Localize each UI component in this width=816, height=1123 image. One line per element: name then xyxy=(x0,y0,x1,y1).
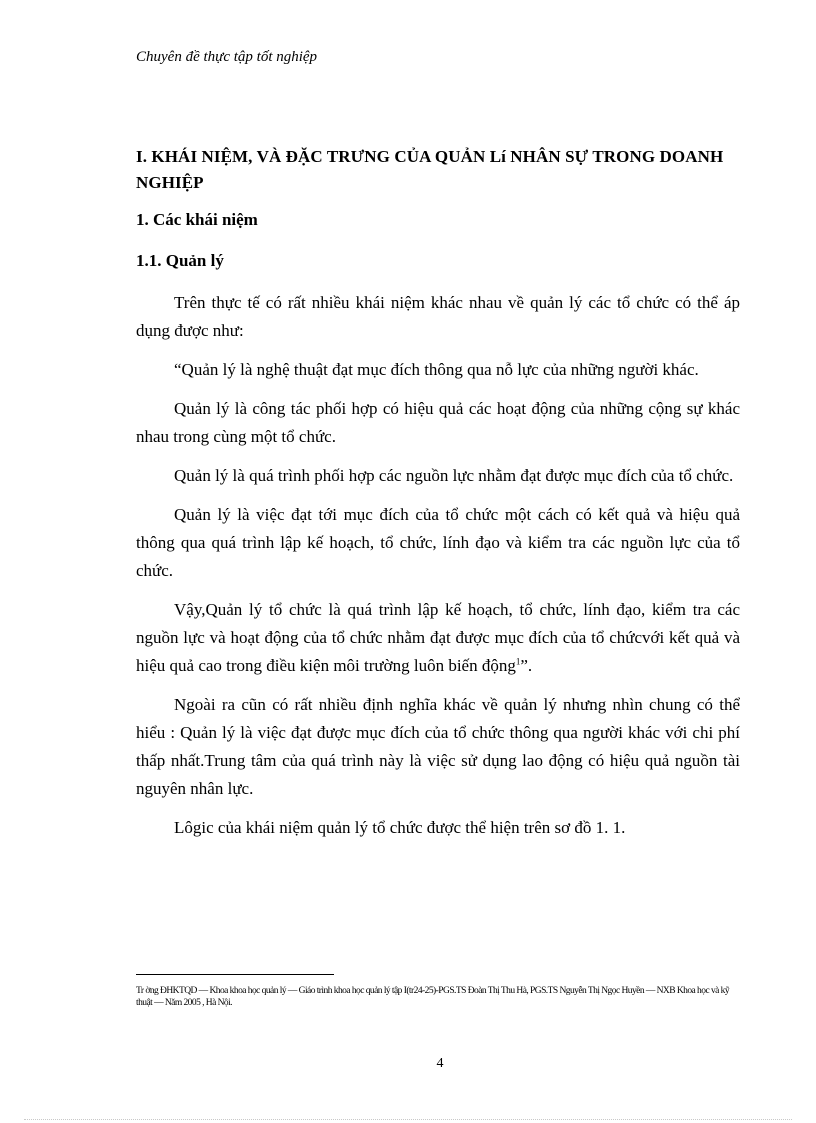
paragraph-6-tail: ”. xyxy=(520,656,533,675)
paragraph-7: Ngoài ra cũn có rất nhiều định nghĩa khác về quản lý nhưng nhìn chung có thể hiểu : Quản lý là việc đạt được mục đích của tổ chức thông qua người khác với chi phí thấp nhất.Trung tâm của quá trình này là việc sử dụng lao động có hiệu quả nguồn tài nguyên nhân lực. xyxy=(136,695,740,798)
paragraph-3: Quản lý là công tác phối hợp có hiệu quả các hoạt động của những cộng sự khác nhau trong cùng một tổ chức. xyxy=(136,399,740,446)
page-content xyxy=(136,144,740,853)
paragraph-6 xyxy=(136,596,740,680)
page-number: 4 xyxy=(436,1056,444,1071)
section-heading: I. KHÁI NIỆM, VÀ ĐẶC TRƯNG CỦA QUẢN Lí NHÂN SỰ TRONG DOANH NGHIỆP xyxy=(136,147,724,192)
paragraph-8: Lôgic của khái niệm quản lý tổ chức được thể hiện trên sơ đồ 1. 1. xyxy=(174,818,626,837)
paragraph-6-text: Vậy,Quản lý tổ chức là quá trình lập kế hoạch, tổ chức, lính đạo, kiểm tra các nguồn lực và hoạt động của tổ chức nhằm đạt được mục đích của tổ chứcvới kết quả và hiệu quả cao trong điều kiện môi trường luôn biến động xyxy=(136,600,740,675)
footnote-separator xyxy=(136,974,334,975)
footnote-text: Tr ờng ĐHKTQD — Khoa khoa học quản lý — Giáo trình khoa học quản lý tập I(tr24-25)-PGS.TS Đoàn Thị Thu Hà, PGS.TS Nguyễn Thị Ngọc Huyền — NXB Khoa học và kỹ thuật — Năm 2005 , Hà Nội. xyxy=(136,986,730,1008)
paragraph-1: Trên thực tế có rất nhiều khái niệm khác nhau về quản lý các tổ chức có thể áp dụng được như: xyxy=(136,293,740,340)
running-header: Chuyên đề thực tập tốt nghiệp xyxy=(136,49,318,65)
subheading-concepts: 1. Các khái niệm xyxy=(136,210,258,229)
paragraph-5: Quản lý là việc đạt tới mục đích của tổ chức một cách có kết quả và hiệu quả thông qua quá trình lập kế hoạch, tổ chức, lính đạo và kiểm tra các nguồn lực của tổ chức. xyxy=(136,505,740,580)
page-boundary-dots xyxy=(24,1119,792,1120)
subheading-management: 1.1. Quản lý xyxy=(136,251,224,270)
paragraph-2: “Quản lý là nghệ thuật đạt mục đích thông qua nỗ lực của những người khác. xyxy=(174,360,699,379)
footnote-marker: 1 xyxy=(515,656,521,667)
paragraph-4: Quản lý là quá trình phối hợp các nguồn lực nhằm đạt được mục đích của tổ chức. xyxy=(174,466,734,485)
